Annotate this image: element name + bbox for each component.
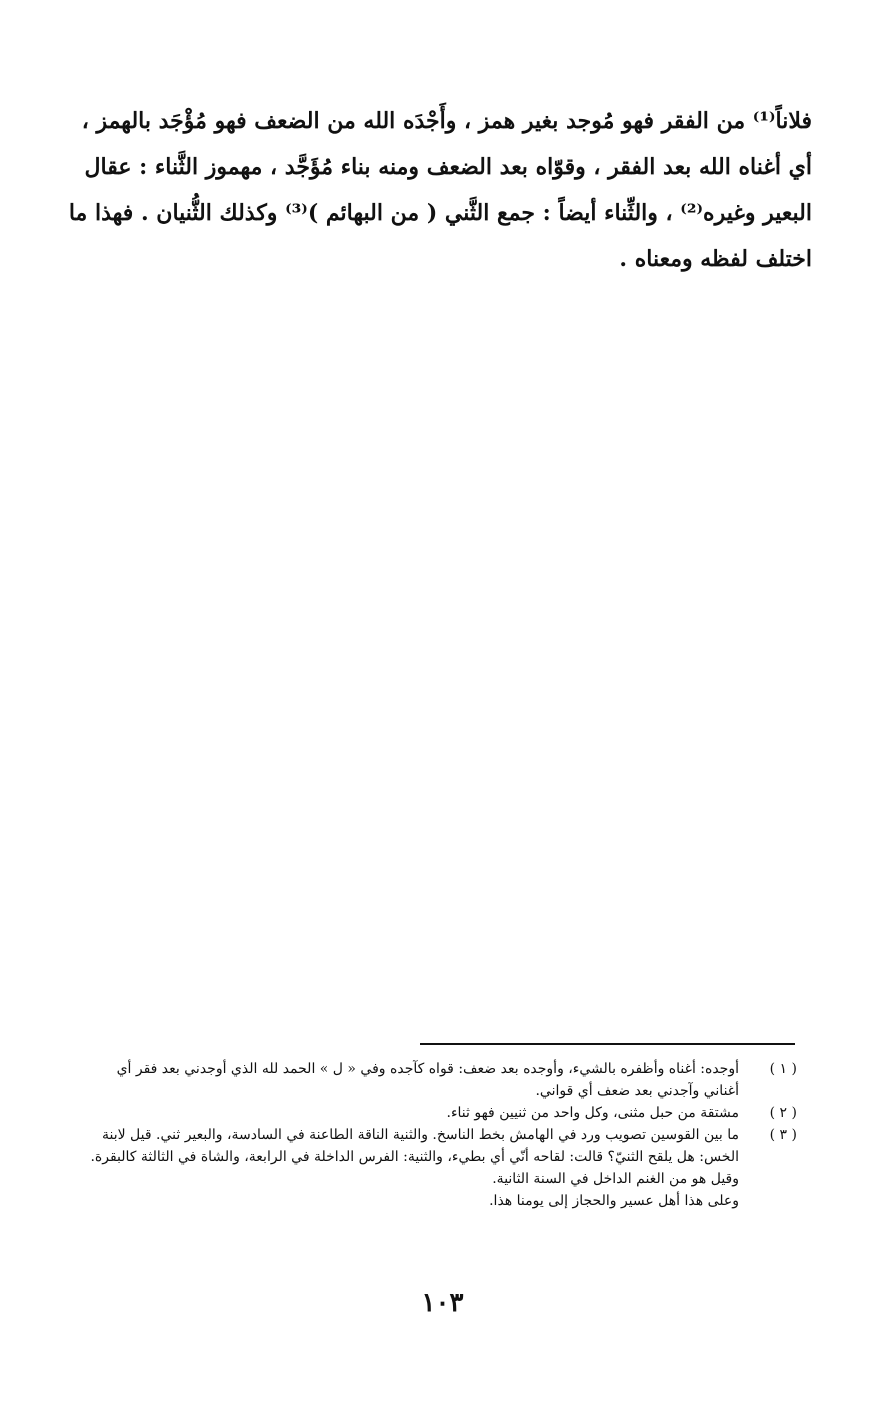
footnote-number: ( ٢ ) [769,1105,797,1121]
footnote-2 [52,1102,797,1124]
page-number: ١٠٣ [421,1288,464,1318]
main-paragraph [52,98,812,282]
footnote-number: ( ١ ) [769,1061,797,1077]
footnote-number: ( ٣ ) [769,1127,797,1143]
main-text-line: أي أغناه الله بعد الفقر ، وقوّاه بعد الضعف ومنه بناء مُؤَجَّد ، مهموز الثَّناء : عقال [84,154,812,180]
footnote-line: الخس: هل يلقح الثنيّ؟ قالت: لقاحه أنّي أي بطيء، والثنية: الفرس الداخلة في الرابعة، والشاة في الثالثة كالبقرة. [90,1149,739,1165]
footnote-line: ما بين القوسين تصويب ورد في الهامش بخط الناسخ. والثنية الناقة الطاعنة في السادسة، والبعير ثني. قيل لابنة [101,1127,739,1143]
footnote-text [52,1058,739,1102]
footnote-line: أغناني وآجدني بعد ضعف أي قواني. [535,1083,739,1099]
footnote-separator [420,1043,795,1045]
main-text-line: البعير وغيره⁽²⁾ ، والثِّناء أيضاً : جمع الثَّني ( من البهائم )⁽³⁾ وكذلك الثُّنيان . فهذا ما [68,200,812,226]
footnote-1 [52,1058,797,1102]
main-text-line: فلاناً⁽¹⁾ من الفقر فهو مُوجد بغير همز ، وأَجْدَه الله من الضعف فهو مُؤْجَد بالهمز ، [81,108,812,134]
footnote-line: مشتقة من حبل مثنى، وكل واحد من ثنيين فهو ثناء. [446,1105,739,1121]
footnote-line: أوجده: أغناه وأظفره بالشيء، وأوجده بعد ضعف: قواه كآجده وفي « ل » الحمد لله الذي أوجدني بعد فقر أي [116,1061,739,1077]
footnote-line: وقيل هو من الغنم الداخل في السنة الثانية. [492,1171,739,1187]
footnote-line: وعلى هذا أهل عسير والحجاز إلى يومنا هذا. [489,1193,739,1209]
footnote-text [52,1124,739,1212]
footnote-3 [52,1124,797,1212]
main-text-line: اختلف لفظه ومعناه . [619,246,812,272]
footnotes-section [52,1058,797,1212]
footnote-text [52,1102,739,1124]
